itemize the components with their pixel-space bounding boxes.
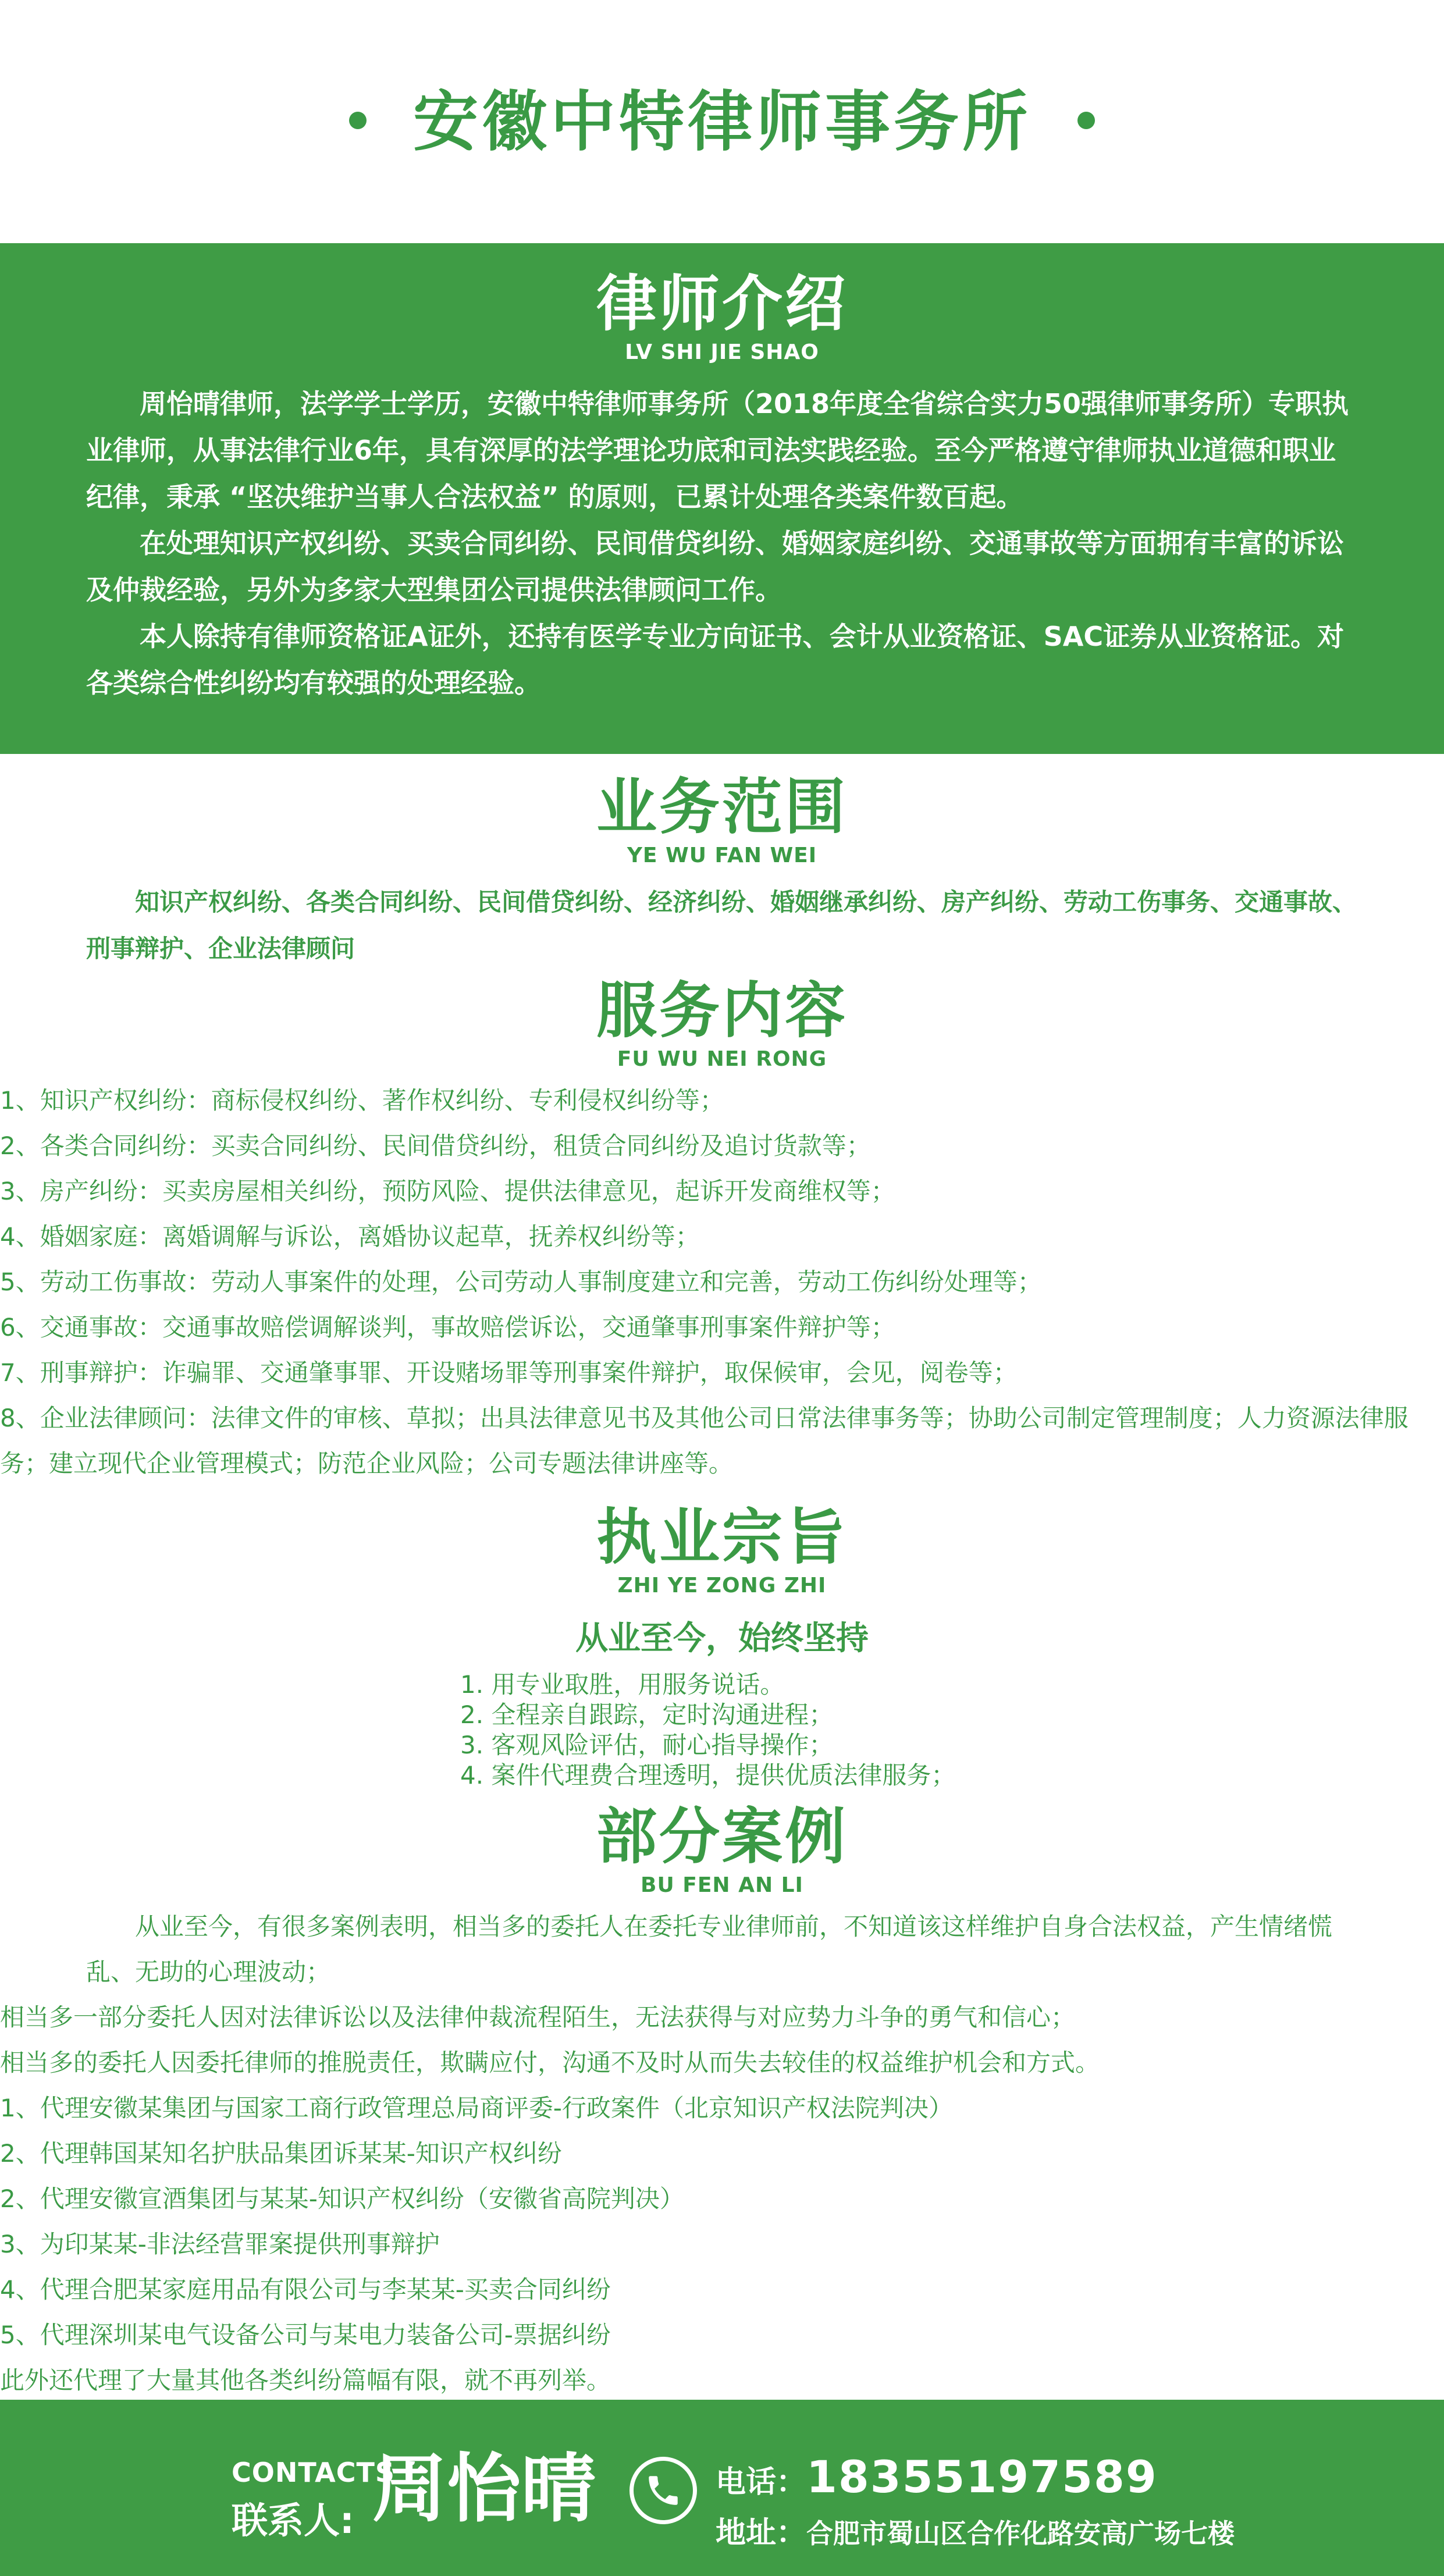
intro-paragraph: 在处理知识产权纠纷、买卖合同纠纷、民间借贷纠纷、婚姻家庭纠纷、交通事故等方面拥有丰富的诉讼及仲裁经验，另外为多家大型集团公司提供法律顾问工作。	[86, 528, 1344, 606]
purpose-list	[460, 1670, 984, 1791]
title-dot-right	[1077, 112, 1095, 129]
list-item: 5、劳动工伤事故：劳动人事案件的处理，公司劳动人事制度建立和完善，劳动工伤纠纷处理等；	[0, 1268, 1042, 1296]
list-item: 2、各类合同纠纷：买卖合同纠纷、民间借贷纠纷，租赁合同纠纷及追讨货款等；	[0, 1132, 871, 1160]
cases-list	[0, 1995, 1444, 2403]
phone-label: 电话：	[716, 2465, 807, 2500]
scope-text: 知识产权纠纷、各类合同纠纷、民间借贷纠纷、经济纠纷、婚姻继承纠纷、房产纠纷、劳动工伤事务、交通事故、刑事辩护、企业法律顾问	[86, 888, 1357, 963]
intro-section	[0, 243, 1444, 754]
page-title	[0, 70, 1444, 163]
list-item: 3. 客观风险评估，耐心指导操作；	[460, 1731, 834, 1759]
firm-name: 安徽中特律师事务所	[413, 84, 1031, 160]
intro-paragraph: 周怡晴律师，法学学士学历，安徽中特律师事务所（2018年度全省综合实力50强律师事务所）专职执业律师，从事法律行业6年，具有深厚的法学理论功底和司法实践经验。至今严格遵守律师执业道德和职业纪律，秉承 “坚决维护当事人合法权益” 的原则，已累计处理各类案件数百起。	[86, 388, 1349, 513]
list-item: 相当多的委托人因委托律师的推脱责任，欺瞒应付，沟通不及时从而失去较佳的权益维护机会和方式。	[0, 2048, 1100, 2077]
list-item: 相当多一部分委托人因对法律诉讼以及法律仲裁流程陌生，无法获得与对应势力斗争的勇气和信心；	[0, 2003, 1076, 2031]
services-section	[0, 975, 1444, 1486]
phone-line	[716, 2451, 1158, 2503]
list-item: 4、代理合肥某家庭用品有限公司与李某某-买卖合同纠纷	[0, 2275, 611, 2304]
address-line	[716, 2508, 1235, 2552]
list-item: 2、代理韩国某知名护肤品集团诉某某-知识产权纠纷	[0, 2139, 562, 2168]
list-item: 1、代理安徽某集团与国家工商行政管理总局商评委-行政案件（北京知识产权法院判决）	[0, 2094, 953, 2122]
contacts-label-cn: 联系人:	[232, 2499, 354, 2542]
list-item: 5、代理深圳某电气设备公司与某电力装备公司-票据纠纷	[0, 2321, 611, 2349]
phone-icon	[629, 2457, 697, 2524]
services-list	[0, 1078, 1444, 1486]
scope-subtitle: YE WU FAN WEI	[627, 844, 817, 867]
address-label: 地址：	[716, 2515, 807, 2550]
purpose-title: 执业宗旨	[596, 1502, 848, 1572]
list-item: 此外还代理了大量其他各类纠纷篇幅有限，就不再列举。	[0, 2366, 611, 2394]
phone-number[interactable]: 18355197589	[806, 2451, 1158, 2503]
scope-title: 业务范围	[596, 771, 848, 842]
contacts-label-en: CONTACTS	[232, 2457, 396, 2488]
services-title: 服务内容	[596, 975, 848, 1046]
list-item: 4、婚姻家庭：离婚调解与诉讼，离婚协议起草，抚养权纠纷等；	[0, 1222, 700, 1251]
list-item: 1、知识产权纠纷：商标侵权纠纷、著作权纠纷、专利侵权纠纷等；	[0, 1086, 724, 1115]
scope-section	[0, 771, 1444, 972]
intro-subtitle: LV SHI JIE SHAO	[625, 340, 819, 364]
purpose-section	[0, 1502, 1444, 1791]
contact-name: 周怡晴	[372, 2446, 596, 2532]
list-item: 1. 用专业取胜，用服务说话。	[460, 1670, 785, 1699]
cases-subtitle: BU FEN AN LI	[641, 1873, 803, 1897]
list-item: 7、刑事辩护：诈骗罪、交通肇事罪、开设赌场罪等刑事案件辩护，取保候审，会见，阅卷等；	[0, 1358, 1018, 1387]
list-item: 3、为印某某-非法经营罪案提供刑事辩护	[0, 2230, 440, 2258]
intro-title: 律师介绍	[596, 268, 848, 339]
contact-footer	[0, 2400, 1444, 2576]
list-item: 4. 案件代理费合理透明，提供优质法律服务；	[460, 1761, 956, 1789]
list-item: 8、企业法律顾问：法律文件的审核、草拟；出具法律意见书及其他公司日常法律事务等；协助公司制定管理制度；人力资源法律服务；建立现代企业管理模式；防范企业风险；公司专题法律讲座等。	[0, 1404, 1409, 1478]
purpose-slogan: 从业至今，始终坚持	[575, 1620, 869, 1657]
intro-paragraph: 本人除持有律师资格证A证外，还持有医学专业方向证书、会计从业资格证、SAC证券从业资格证。对各类综合性纠纷均有较强的处理经验。	[86, 621, 1345, 699]
list-item: 6、交通事故：交通事故赔偿调解谈判，事故赔偿诉讼，交通肇事刑事案件辩护等；	[0, 1313, 895, 1342]
cases-section	[0, 1801, 1444, 2403]
list-item: 3、房产纠纷：买卖房屋相关纠纷，预防风险、提供法律意见，起诉开发商维权等；	[0, 1177, 895, 1205]
title-dot-left	[349, 112, 367, 129]
list-item: 2、代理安徽宣酒集团与某某-知识产权纠纷（安徽省高院判决）	[0, 2184, 684, 2213]
cases-title: 部分案例	[596, 1801, 848, 1872]
address-text: 合肥市蜀山区合作化路安高广场七楼	[806, 2518, 1235, 2549]
list-item: 2. 全程亲自跟踪，定时沟通进程；	[460, 1700, 834, 1729]
purpose-subtitle: ZHI YE ZONG ZHI	[617, 1574, 827, 1597]
services-subtitle: FU WU NEI RONG	[617, 1047, 827, 1071]
cases-intro: 从业至今，有很多案例表明，相当多的委托人在委托专业律师前，不知道该这样维护自身合法权益，产生情绪慌乱、无助的心理波动；	[86, 1912, 1333, 1986]
